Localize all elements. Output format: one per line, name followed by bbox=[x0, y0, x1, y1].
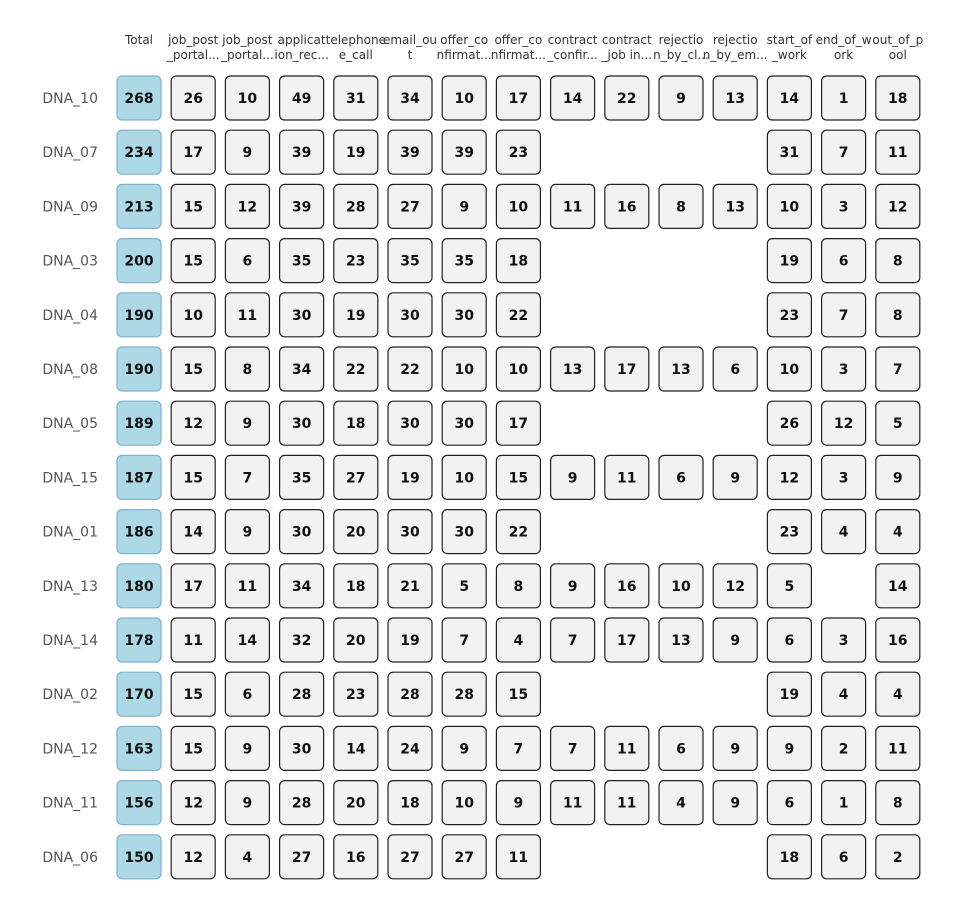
cell-value: 10 bbox=[779, 199, 800, 216]
cell-value: 12 bbox=[237, 199, 258, 216]
cell-value: 7 bbox=[513, 741, 524, 758]
cell-value: 10 bbox=[508, 199, 529, 216]
cell-value: 6 bbox=[676, 741, 686, 758]
cell-value: 9 bbox=[730, 795, 741, 812]
column-header-1: job_post _portal... bbox=[166, 33, 220, 62]
cell-value: 7 bbox=[838, 145, 849, 162]
cell-value: 16 bbox=[888, 633, 908, 649]
cell-value: 9 bbox=[676, 91, 686, 107]
cell-value: 2 bbox=[892, 849, 903, 866]
cell-value: 15 bbox=[183, 687, 203, 704]
cell-value: 6 bbox=[784, 795, 795, 812]
row-label: DNA_13 bbox=[42, 578, 98, 595]
column-header-8: contract _confir... bbox=[547, 33, 598, 62]
total-value: 180 bbox=[124, 578, 154, 595]
row-label: DNA_09 bbox=[42, 199, 98, 216]
row-label: DNA_08 bbox=[42, 362, 98, 378]
cell-value: 35 bbox=[291, 253, 312, 270]
row-label: DNA_14 bbox=[42, 633, 98, 649]
cell-value: 5 bbox=[892, 416, 903, 433]
cell-value: 10 bbox=[183, 307, 203, 324]
cell-value: 20 bbox=[346, 795, 366, 812]
cell-value: 9 bbox=[730, 470, 741, 487]
cell-value: 7 bbox=[567, 741, 578, 758]
cell-value: 6 bbox=[784, 633, 795, 649]
cell-value: 31 bbox=[779, 145, 800, 162]
cell-value: 24 bbox=[400, 741, 420, 758]
column-header-4: telephone e_call bbox=[325, 33, 386, 62]
cell-value: 14 bbox=[346, 741, 366, 758]
cell-value: 7 bbox=[459, 633, 470, 649]
cell-value: 23 bbox=[346, 687, 366, 704]
cell-value: 12 bbox=[888, 199, 908, 216]
row-label: DNA_02 bbox=[42, 687, 98, 704]
cell-value: 13 bbox=[671, 362, 691, 378]
cell-value: 30 bbox=[291, 741, 312, 758]
cell-value: 12 bbox=[183, 849, 203, 866]
cell-value: 4 bbox=[838, 687, 849, 704]
row-label: DNA_04 bbox=[42, 307, 98, 324]
cell-value: 11 bbox=[562, 199, 583, 216]
cell-value: 1 bbox=[838, 91, 849, 107]
cell-value: 10 bbox=[237, 91, 258, 107]
cell-value: 23 bbox=[346, 253, 366, 270]
cell-value: 10 bbox=[454, 362, 474, 378]
cell-value: 11 bbox=[617, 795, 637, 812]
cell-value: 3 bbox=[838, 362, 849, 378]
cell-value: 35 bbox=[454, 253, 474, 270]
cell-value: 26 bbox=[779, 416, 800, 433]
cell-value: 27 bbox=[346, 470, 366, 487]
cell-value: 30 bbox=[291, 307, 312, 324]
cell-value: 22 bbox=[508, 524, 529, 541]
cell-value: 8 bbox=[892, 795, 903, 812]
cell-value: 18 bbox=[888, 91, 908, 107]
column-header-12: start_of _work bbox=[766, 33, 813, 62]
cell-value: 4 bbox=[513, 633, 524, 649]
cell-value: 9 bbox=[513, 795, 524, 812]
cell-value: 6 bbox=[242, 687, 253, 704]
total-value: 178 bbox=[124, 633, 154, 649]
cell-value: 49 bbox=[291, 91, 312, 107]
cell-value: 11 bbox=[237, 307, 258, 324]
cell-value: 15 bbox=[183, 362, 203, 378]
cell-value: 17 bbox=[183, 578, 203, 595]
cell-value: 19 bbox=[346, 145, 366, 162]
cell-value: 14 bbox=[562, 91, 583, 107]
cell-value: 15 bbox=[183, 741, 203, 758]
cell-value: 6 bbox=[676, 470, 686, 487]
column-header-14: out_of_p ool bbox=[872, 33, 924, 62]
cell-value: 10 bbox=[454, 470, 474, 487]
cell-value: 9 bbox=[892, 470, 903, 487]
cell-value: 30 bbox=[454, 524, 474, 541]
cell-value: 20 bbox=[346, 633, 366, 649]
cell-value: 15 bbox=[508, 687, 529, 704]
column-header-2: job_post _portal... bbox=[221, 33, 274, 62]
column-headers bbox=[124, 33, 923, 62]
cell-value: 14 bbox=[888, 578, 908, 595]
row-label: DNA_03 bbox=[42, 253, 98, 270]
cell-value: 30 bbox=[400, 307, 420, 324]
cell-value: 30 bbox=[454, 307, 474, 324]
cell-value: 17 bbox=[508, 416, 529, 433]
cell-value: 34 bbox=[400, 91, 420, 107]
column-header-11: rejectio n_by_em... bbox=[702, 33, 768, 62]
cell-value: 13 bbox=[671, 633, 691, 649]
cell-value: 15 bbox=[183, 253, 203, 270]
cell-value: 14 bbox=[237, 633, 258, 649]
cell-value: 11 bbox=[237, 578, 258, 595]
cell-value: 10 bbox=[454, 91, 474, 107]
cell-value: 27 bbox=[400, 199, 420, 216]
cell-value: 14 bbox=[779, 91, 800, 107]
cell-value: 8 bbox=[676, 199, 686, 216]
cell-value: 31 bbox=[346, 91, 366, 107]
cell-value: 11 bbox=[617, 470, 637, 487]
cell-value: 8 bbox=[892, 307, 903, 324]
cell-value: 13 bbox=[725, 91, 745, 107]
total-value: 190 bbox=[124, 307, 154, 324]
cell-value: 22 bbox=[508, 307, 529, 324]
row-label: DNA_01 bbox=[42, 524, 98, 541]
cell-value: 34 bbox=[291, 578, 312, 595]
cell-value: 7 bbox=[892, 362, 903, 378]
cell-value: 3 bbox=[838, 470, 849, 487]
cell-value: 39 bbox=[291, 199, 312, 216]
cell-value: 5 bbox=[784, 578, 795, 595]
cell-value: 1 bbox=[838, 795, 849, 812]
cell-value: 12 bbox=[833, 416, 854, 433]
cell-value: 3 bbox=[838, 199, 849, 216]
column-header-9: contract _job in... bbox=[601, 33, 653, 62]
total-value: 150 bbox=[124, 849, 154, 866]
cell-value: 18 bbox=[346, 578, 366, 595]
cell-value: 23 bbox=[508, 145, 529, 162]
cell-value: 6 bbox=[730, 362, 741, 378]
total-value: 190 bbox=[124, 362, 154, 378]
cell-value: 21 bbox=[400, 578, 420, 595]
cell-value: 9 bbox=[459, 199, 470, 216]
cell-value: 30 bbox=[291, 524, 312, 541]
cell-value: 22 bbox=[617, 91, 637, 107]
cell-value: 14 bbox=[183, 524, 203, 541]
cell-value: 4 bbox=[838, 524, 849, 541]
cell-value: 16 bbox=[346, 849, 366, 866]
row-label: DNA_10 bbox=[42, 91, 98, 107]
cell-value: 30 bbox=[291, 416, 312, 433]
column-header-7: offer_co nfirmat... bbox=[490, 33, 546, 62]
total-value: 187 bbox=[124, 470, 154, 487]
cell-value: 19 bbox=[400, 470, 420, 487]
cell-value: 4 bbox=[892, 524, 903, 541]
cell-value: 9 bbox=[242, 795, 253, 812]
cell-value: 11 bbox=[617, 741, 637, 758]
cell-value: 18 bbox=[779, 849, 800, 866]
cell-value: 12 bbox=[183, 795, 203, 812]
cell-value: 17 bbox=[617, 633, 637, 649]
cell-value: 9 bbox=[730, 741, 741, 758]
cell-value: 6 bbox=[242, 253, 253, 270]
cell-value: 19 bbox=[346, 307, 366, 324]
cell-value: 22 bbox=[400, 362, 420, 378]
cell-value: 35 bbox=[400, 253, 420, 270]
row-labels bbox=[42, 91, 98, 866]
total-value: 213 bbox=[124, 199, 154, 216]
cell-value: 11 bbox=[562, 795, 583, 812]
cell-value: 28 bbox=[346, 199, 366, 216]
cell-value: 4 bbox=[892, 687, 903, 704]
cell-value: 35 bbox=[291, 470, 312, 487]
row-label: DNA_05 bbox=[42, 416, 98, 433]
cell-value: 9 bbox=[567, 578, 578, 595]
cell-value: 12 bbox=[183, 416, 203, 433]
cell-value: 19 bbox=[400, 633, 420, 649]
cell-value: 10 bbox=[671, 578, 691, 595]
cell-value: 39 bbox=[400, 145, 420, 162]
column-header-6: offer_co nfirmat... bbox=[436, 33, 492, 62]
cell-value: 32 bbox=[291, 633, 312, 649]
cell-value: 13 bbox=[725, 199, 745, 216]
cell-value: 7 bbox=[838, 307, 849, 324]
total-value: 189 bbox=[124, 416, 154, 433]
cell-value: 12 bbox=[725, 578, 745, 595]
cell-value: 28 bbox=[291, 687, 312, 704]
cell-value: 8 bbox=[892, 253, 903, 270]
cell-value: 9 bbox=[784, 741, 795, 758]
cell-value: 23 bbox=[779, 524, 800, 541]
row-label: DNA_07 bbox=[42, 145, 98, 162]
row-label: DNA_11 bbox=[42, 795, 98, 812]
cell-value: 11 bbox=[888, 741, 908, 758]
cell-value: 30 bbox=[400, 416, 420, 433]
cell-value: 9 bbox=[242, 416, 253, 433]
total-value: 170 bbox=[124, 687, 154, 704]
cell-value: 39 bbox=[454, 145, 474, 162]
cell-value: 11 bbox=[888, 145, 908, 162]
cell-value: 16 bbox=[617, 199, 637, 216]
cell-value: 23 bbox=[779, 307, 800, 324]
cell-value: 30 bbox=[454, 416, 474, 433]
cell-value: 27 bbox=[400, 849, 420, 866]
cell-value: 28 bbox=[400, 687, 420, 704]
total-value: 200 bbox=[124, 253, 154, 270]
cell-value: 9 bbox=[730, 633, 741, 649]
cell-value: 4 bbox=[676, 795, 686, 812]
cell-value: 28 bbox=[291, 795, 312, 812]
cell-value: 22 bbox=[346, 362, 366, 378]
cell-value: 15 bbox=[183, 470, 203, 487]
matrix-cells bbox=[117, 76, 920, 879]
total-value: 163 bbox=[124, 741, 154, 758]
cell-value: 10 bbox=[779, 362, 800, 378]
cell-value: 2 bbox=[838, 741, 849, 758]
cell-value: 12 bbox=[779, 470, 800, 487]
cell-value: 18 bbox=[400, 795, 420, 812]
cell-value: 19 bbox=[779, 687, 800, 704]
cell-value: 11 bbox=[508, 849, 529, 866]
column-header-3: applicat ion_rec... bbox=[274, 33, 329, 62]
row-label: DNA_15 bbox=[42, 470, 98, 487]
column-header-0: Total bbox=[124, 33, 154, 47]
cell-value: 4 bbox=[242, 849, 253, 866]
total-value: 234 bbox=[124, 145, 154, 162]
cell-value: 3 bbox=[838, 633, 849, 649]
cell-value: 26 bbox=[183, 91, 203, 107]
cell-value: 7 bbox=[242, 470, 253, 487]
cell-value: 18 bbox=[508, 253, 529, 270]
cell-value: 18 bbox=[346, 416, 366, 433]
cell-value: 7 bbox=[567, 633, 578, 649]
cell-value: 27 bbox=[291, 849, 312, 866]
cell-value: 8 bbox=[242, 362, 253, 378]
total-value: 186 bbox=[124, 524, 154, 541]
cell-value: 17 bbox=[183, 145, 203, 162]
cell-value: 10 bbox=[508, 362, 529, 378]
total-value: 156 bbox=[124, 795, 154, 812]
row-label: DNA_06 bbox=[42, 849, 98, 866]
cell-value: 34 bbox=[291, 362, 312, 378]
cell-value: 13 bbox=[562, 362, 583, 378]
cell-value: 8 bbox=[513, 578, 524, 595]
cell-value: 5 bbox=[459, 578, 470, 595]
cell-value: 9 bbox=[242, 145, 253, 162]
column-header-10: rejectio n_by_cl... bbox=[653, 33, 709, 62]
cell-value: 15 bbox=[508, 470, 529, 487]
total-value: 268 bbox=[124, 91, 154, 107]
cell-value: 15 bbox=[183, 199, 203, 216]
cell-value: 28 bbox=[454, 687, 474, 704]
row-label: DNA_12 bbox=[42, 741, 98, 758]
cell-value: 16 bbox=[617, 578, 637, 595]
cell-value: 20 bbox=[346, 524, 366, 541]
cell-value: 39 bbox=[291, 145, 312, 162]
cell-value: 9 bbox=[459, 741, 470, 758]
cell-value: 27 bbox=[454, 849, 474, 866]
cell-value: 6 bbox=[838, 253, 849, 270]
cell-value: 6 bbox=[838, 849, 849, 866]
column-header-13: end_of_w ork bbox=[815, 33, 872, 62]
cell-value: 30 bbox=[400, 524, 420, 541]
cell-value: 17 bbox=[617, 362, 637, 378]
cell-value: 19 bbox=[779, 253, 800, 270]
column-header-5: email_ou t bbox=[382, 33, 438, 62]
cell-value: 9 bbox=[242, 741, 253, 758]
cell-value: 9 bbox=[242, 524, 253, 541]
cell-value: 11 bbox=[183, 633, 203, 649]
cell-value: 10 bbox=[454, 795, 474, 812]
cell-value: 9 bbox=[567, 470, 578, 487]
cell-value: 17 bbox=[508, 91, 529, 107]
